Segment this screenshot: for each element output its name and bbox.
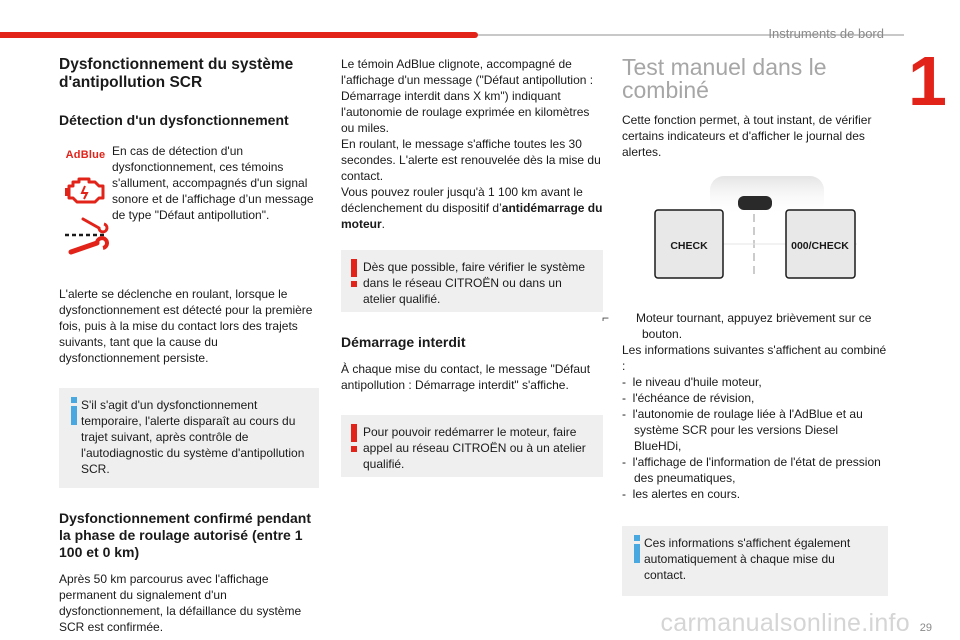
info-note-text: S'il s'agit d'un dysfonctionnement temporaire, l'alerte disparaît au cours du trajet suivant, après contrôle de l'autodiagnostic du système d'antipollution SCR. (81, 398, 305, 476)
subsection-title-confirmed: Dysfonctionnement confirmé pendant la phase de roulage autorisé (entre 1 100 et 0 km) (59, 510, 312, 560)
adblue-warning-icon: AdBlue (65, 149, 106, 161)
warning-note-text: Pour pouvoir redémarrer le moteur, faire appel au réseau CITROËN ou à un atelier qualifié. (363, 425, 586, 471)
step-arrow-icon: ⌐ (602, 311, 610, 325)
section-title-manual-test: Test manuel dans le combiné (622, 54, 827, 103)
message-repeat-text: En roulant, le message s'affiche toutes les 30 secondes. L'alerte est renouvelée dès la mise du contact. (341, 137, 601, 183)
confirmed-text: Après 50 km parcourus avec l'affichage permanent du signalement d'un dysfonctionnement, la défaillance du système SCR est confirmée. (59, 572, 302, 634)
engine-check-icon (65, 174, 107, 206)
antistart-emphasis: antidémarrage du moteur (341, 201, 603, 231)
warning-lamps-row (59, 143, 319, 258)
column-middle (341, 56, 603, 477)
subsection-title-start-forbidden: Démarrage interdit (341, 334, 466, 350)
column-right (602, 54, 888, 596)
manual-test-info-intro: Les informations suivantes s'affichent au combiné : (622, 343, 887, 373)
list-item: - l'autonomie de roulage liée à l'AdBlue et au système SCR pour les versions Diesel BlueHDi, (622, 407, 863, 453)
top-accent-bar (0, 32, 478, 38)
info-note-text: Ces informations s'affichent également automatiquement à chaque mise du contact. (644, 536, 851, 582)
info-note-auto-display (622, 526, 888, 596)
adblue-blink-text: Le témoin AdBlue clignote, accompagné de l'affichage d'un message ("Défaut antipollution : Démarrage interdit dans X km") indiquant l'autonomie de roulage exprimée en kilomètres ou miles. (341, 57, 594, 135)
warning-icon (348, 424, 360, 452)
warning-icon (348, 259, 360, 287)
chapter-number: 1 (908, 42, 947, 120)
list-item: - l'affichage de l'information de l'état de pression des pneumatiques, (622, 455, 881, 485)
wrench-exhaust-icon (63, 216, 109, 258)
warning-note-text: Dès que possible, faire vérifier le système dans le réseau CITROËN ou dans un atelier qualifié. (363, 260, 586, 306)
list-item: - le niveau d'huile moteur, (622, 375, 762, 389)
section-title-scr: Dysfonctionnement du système d'antipollution SCR (59, 56, 294, 91)
warning-note-restart (341, 415, 603, 477)
detection-text: En cas de détection d'un dysfonctionnement, ces témoins s'allument, accompagnés d'un signal sonore et de l'affichage d’un message de type "Défaut antipollution". (112, 144, 314, 222)
info-icon (631, 535, 643, 563)
column-left (59, 56, 319, 635)
start-forbidden-text: À chaque mise du contact, le message "Défaut antipollution : Démarrage interdit" s'affiche. (341, 362, 591, 392)
watermark: carmanualsonline.info (660, 609, 910, 637)
check-button-label: CHECK (670, 240, 708, 252)
manual-test-info-list (622, 374, 888, 502)
check-counter-label: 000/CHECK (791, 240, 849, 252)
alert-text: L'alerte se déclenche en roulant, lorsque le dysfonctionnement est détecté pour la première fois, puis à la mise du contact lors des trajets suivants, tant que la cause du dysfonctionnement persiste. (59, 287, 313, 365)
manual-test-intro: Cette fonction permet, à tout instant, de vérifier certains indicateurs et d'afficher le journal des alertes. (622, 113, 872, 159)
manual-test-step: ⌐ Moteur tournant, appuyez brièvement sur ce bouton. (602, 311, 872, 341)
subsection-title-detection: Détection d'un dysfonctionnement (59, 112, 289, 128)
section-header: Instruments de bord (768, 26, 884, 41)
list-item: - les alertes en cours. (622, 487, 741, 501)
warning-note-check (341, 250, 603, 312)
page-number: 29 (919, 622, 932, 634)
check-button-illustration (622, 174, 888, 294)
list-item: - l'échéance de révision, (622, 391, 755, 405)
antistart-text: Vous pouvez rouler jusqu'à 1 100 km avant le déclenchement du dispositif d’antidémarrage du moteur. (341, 185, 603, 231)
info-note-temporary (59, 388, 319, 488)
info-icon (68, 397, 80, 425)
warning-lamps (59, 143, 112, 258)
